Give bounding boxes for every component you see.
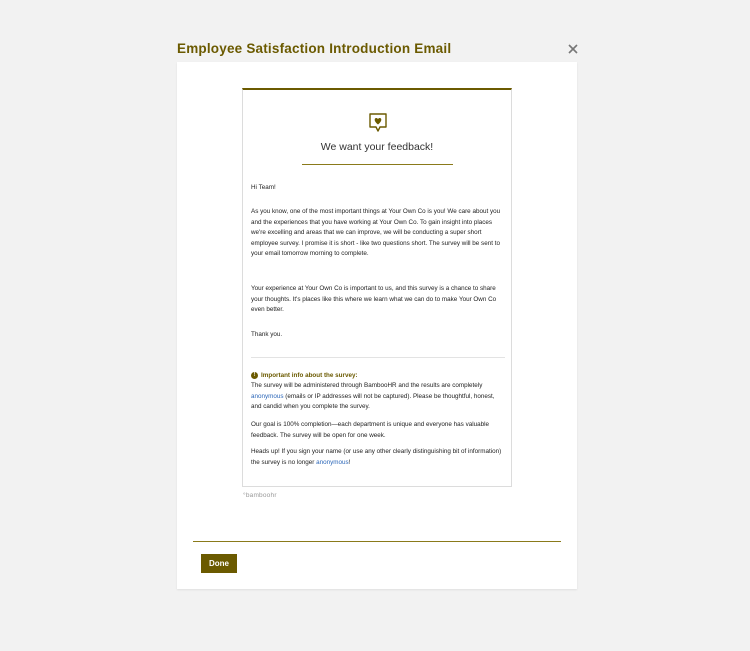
anonymous-link-2[interactable]: anonymous: [316, 458, 349, 466]
info-p3-text-before: Heads up! If you sign your name (or use any other clearly distinguishing bit of information) the survey is no longer: [251, 448, 502, 466]
email-greeting: Hi Team!: [251, 184, 276, 191]
info-icon: !: [251, 372, 258, 379]
email-divider: [251, 357, 505, 358]
footer-rule: [193, 541, 561, 542]
email-paragraph-1: As you know, one of the most important things at Your Own Co is you! We care about you and the experiences that you have working at Your Own Co. To gain insight into places we're excelling and areas that we can improve, we will be conducting a super short employee survey. I promise it is short - like two questions short. The survey will be sent to your email tomorrow morning to complete.: [251, 208, 501, 258]
anonymous-link[interactable]: anonymous: [251, 392, 284, 400]
modal-card: [177, 62, 577, 589]
close-button[interactable]: [566, 42, 580, 56]
close-icon: [566, 42, 580, 56]
bamboohr-logo-text: bamboohr: [245, 492, 277, 499]
modal-title: Employee Satisfaction Introduction Email: [177, 41, 452, 56]
heading-rule: [302, 164, 453, 165]
info-p3-text-after: !: [348, 458, 351, 466]
email-preview: [242, 88, 512, 487]
bamboohr-logo: °bamboohr: [243, 492, 277, 499]
email-heading: We want your feedback!: [320, 141, 434, 153]
info-paragraph-1: [251, 381, 505, 413]
info-p1-text-after: (emails or IP addresses will not be captured). Please be thoughtful, honest, and candid when you complete the survey.: [251, 392, 495, 411]
done-button[interactable]: Done: [201, 554, 237, 573]
info-paragraph-2: Our goal is 100% completion—each department is unique and everyone has valuable feedback. The survey will be open for one week.: [251, 421, 490, 439]
email-thanks: Thank you.: [251, 331, 283, 338]
info-title-text: Important info about the survey:: [261, 372, 358, 379]
info-paragraph-3: [251, 447, 505, 468]
email-paragraph-2: Your experience at Your Own Co is important to us, and this survey is a chance to share your thoughts. It's places like this where we learn what we can do to make Your Own Co even better.: [251, 285, 497, 314]
heart-speech-bubble-icon: [368, 112, 388, 133]
info-heading: [251, 372, 358, 379]
info-p1-text-before: The survey will be administered through BambooHR and the results are completely: [251, 382, 483, 389]
